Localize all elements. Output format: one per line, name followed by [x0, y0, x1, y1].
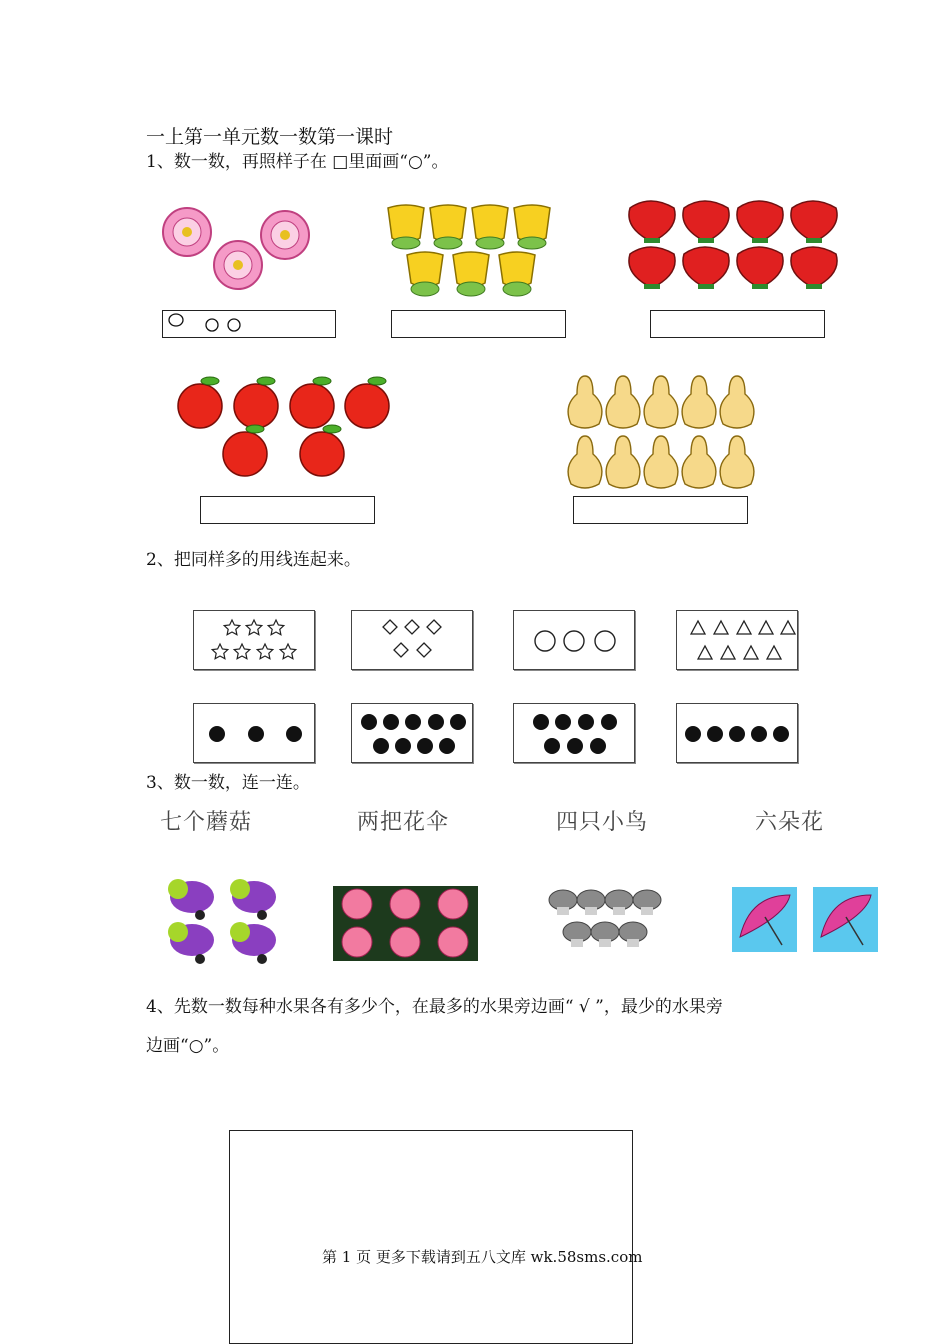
- triangle-icons: [677, 611, 799, 671]
- question-4-line-2: 边画“○”。: [146, 1036, 230, 1056]
- answer-box-roses[interactable]: [650, 310, 825, 338]
- diamonds-card[interactable]: [351, 610, 473, 670]
- birds-image[interactable]: [160, 875, 290, 967]
- yellow-pears-image: [565, 372, 760, 494]
- page-title: 一上第一单元数一数第一课时: [146, 126, 394, 148]
- circle-icons: [514, 611, 636, 671]
- circles-card[interactable]: [513, 610, 635, 670]
- label-two-umbrellas[interactable]: 两把花伞: [357, 810, 450, 835]
- mushrooms-image[interactable]: [541, 885, 676, 957]
- flower: [163, 208, 211, 256]
- dot-icons: [352, 704, 474, 764]
- triangles-card[interactable]: [676, 610, 798, 670]
- diamond-icons: [352, 611, 474, 671]
- dots-3-card[interactable]: [193, 703, 315, 763]
- flowers-image[interactable]: [333, 886, 478, 961]
- sample-circles: [167, 313, 257, 335]
- fruit-picture-frame: [229, 1130, 633, 1344]
- page-footer: 第 1 页 更多下载请到五八文库 wk.58sms.com: [322, 1248, 643, 1266]
- pink-flowers-image: [160, 205, 320, 295]
- label-four-birds[interactable]: 四只小鸟: [556, 810, 649, 835]
- label-six-flowers[interactable]: 六朵花: [755, 810, 825, 835]
- umbrellas-image[interactable]: [732, 887, 880, 953]
- red-roses-image: [622, 200, 844, 292]
- question-3: 3、数一数，连一连。: [146, 773, 310, 793]
- answer-box-flowers[interactable]: [162, 310, 336, 338]
- answer-box-pears[interactable]: [573, 496, 748, 524]
- question-4-line-1: 4、先数一数每种水果各有多少个，在最多的水果旁边画“ √ ”，最少的水果旁: [146, 997, 723, 1017]
- stars-card[interactable]: [193, 610, 315, 670]
- flower: [261, 211, 309, 259]
- dots-5-card[interactable]: [676, 703, 798, 763]
- dot-icons: [194, 704, 316, 764]
- dot-icons: [514, 704, 636, 764]
- answer-box-apples[interactable]: [200, 496, 375, 524]
- yellow-tulips-image: [383, 203, 558, 301]
- dot-icons: [677, 704, 799, 764]
- dots-7-card[interactable]: [513, 703, 635, 763]
- question-1: 1、数一数，再照样子在 □里面画“○”。: [146, 152, 449, 172]
- answer-box-tulips[interactable]: [391, 310, 566, 338]
- dots-9-card[interactable]: [351, 703, 473, 763]
- red-apples-image: [176, 372, 394, 480]
- label-seven-mushrooms[interactable]: 七个蘑菇: [160, 810, 253, 835]
- flower: [214, 241, 262, 289]
- question-2: 2、把同样多的用线连起来。: [146, 550, 361, 570]
- star-icons: [194, 611, 316, 671]
